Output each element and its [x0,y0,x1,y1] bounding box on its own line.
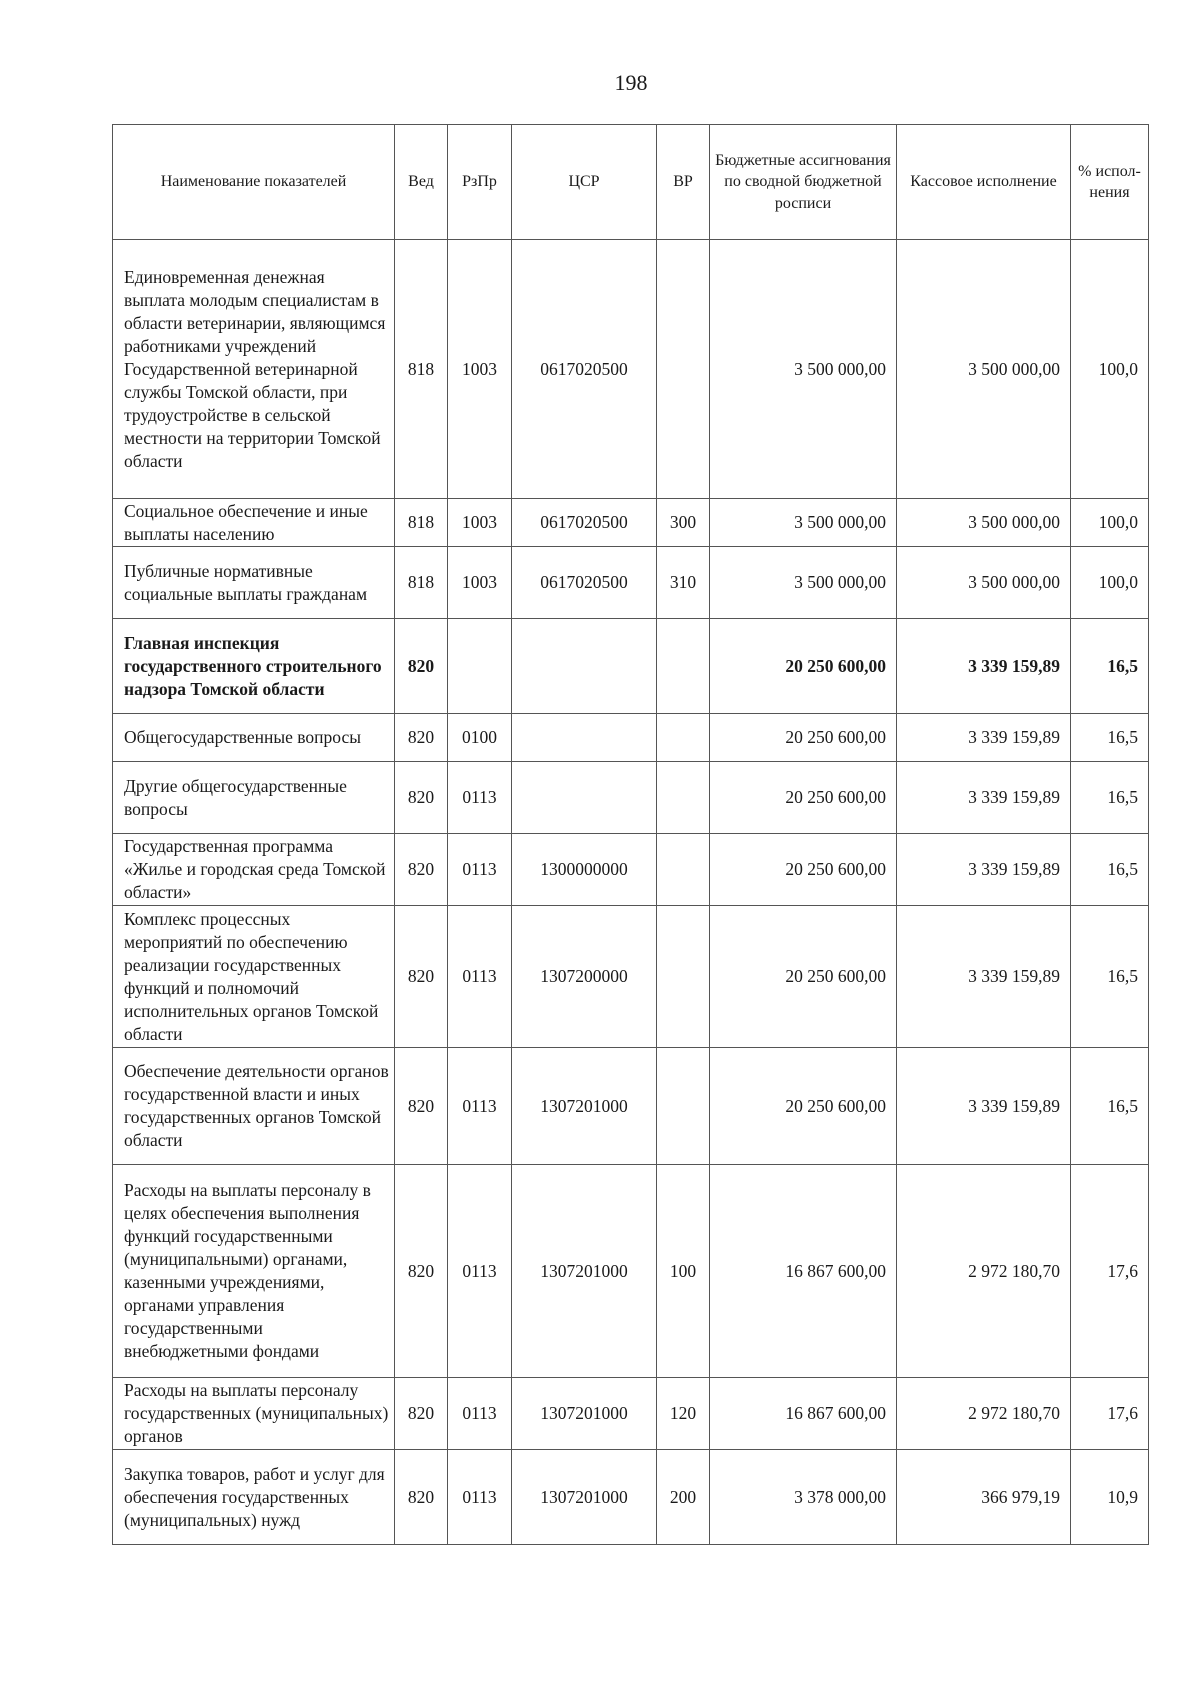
row-ved: 820 [395,619,448,714]
row-percent: 100,0 [1071,240,1149,499]
row-budget: 3 378 000,00 [710,1450,897,1545]
row-percent: 16,5 [1071,1048,1149,1165]
table-row [113,1378,1149,1450]
table-row [113,1450,1149,1545]
row-cash: 3 500 000,00 [897,499,1071,547]
table-row [113,714,1149,762]
table-row [113,1048,1149,1165]
row-budget: 20 250 600,00 [710,762,897,834]
row-cash: 3 339 159,89 [897,762,1071,834]
row-name: Расходы на выплаты персоналу в целях обеспечения выполнения функций государственными (муниципальными) органами, казенными учреждениями, органами управления государственными внебюджетными фондами [113,1165,395,1378]
header-percent: % испол-нения [1071,125,1149,240]
row-ved: 820 [395,1450,448,1545]
row-name: Расходы на выплаты персоналу государственных (муниципальных) органов [113,1378,395,1450]
row-cash: 366 979,19 [897,1450,1071,1545]
table-row [113,1165,1149,1378]
row-name: Закупка товаров, работ и услуг для обеспечения государственных (муниципальных) нужд [113,1450,395,1545]
row-cash: 3 339 159,89 [897,714,1071,762]
row-ved: 820 [395,906,448,1048]
table-row [113,499,1149,547]
row-vr [657,834,710,906]
row-csr: 0617020500 [512,547,657,619]
row-percent: 16,5 [1071,714,1149,762]
row-cash: 3 339 159,89 [897,619,1071,714]
row-vr [657,714,710,762]
row-vr: 120 [657,1378,710,1450]
row-ved: 818 [395,547,448,619]
row-csr: 1307201000 [512,1048,657,1165]
row-vr [657,619,710,714]
row-name: Государственная программа «Жилье и городская среда Томской области» [113,834,395,906]
row-csr: 1300000000 [512,834,657,906]
row-csr [512,762,657,834]
header-ved: Вед [395,125,448,240]
row-vr [657,240,710,499]
row-csr: 1307201000 [512,1450,657,1545]
header-rzpr: РзПр [448,125,512,240]
row-budget: 3 500 000,00 [710,240,897,499]
row-csr: 1307200000 [512,906,657,1048]
row-cash: 2 972 180,70 [897,1165,1071,1378]
row-name: Другие общегосударственные вопросы [113,762,395,834]
row-ved: 820 [395,1048,448,1165]
header-csr: ЦСР [512,125,657,240]
row-rzpr: 0113 [448,762,512,834]
table-header-row [113,125,1149,240]
row-budget: 20 250 600,00 [710,619,897,714]
row-name: Единовременная денежная выплата молодым специалистам в области ветеринарии, являющимся работниками учреждений Государственной ветеринарной службы Томской области, при трудоустройстве в сельской местности на территории Томской области [113,240,395,499]
page-number: 198 [614,70,648,95]
row-ved: 820 [395,834,448,906]
table-row [113,547,1149,619]
row-vr [657,906,710,1048]
row-rzpr: 0113 [448,1450,512,1545]
row-rzpr: 0113 [448,906,512,1048]
row-ved: 820 [395,762,448,834]
row-rzpr: 0113 [448,1048,512,1165]
row-percent: 100,0 [1071,547,1149,619]
row-name: Главная инспекция государственного строительного надзора Томской области [113,619,395,714]
table-row [113,906,1149,1048]
table-row [113,619,1149,714]
row-ved: 820 [395,1165,448,1378]
row-rzpr: 0113 [448,1165,512,1378]
row-cash: 3 339 159,89 [897,906,1071,1048]
row-rzpr: 0100 [448,714,512,762]
row-name: Обеспечение деятельности органов государственной власти и иных государственных органов Томской области [113,1048,395,1165]
row-name: Комплекс процессных мероприятий по обеспечению реализации государственных функций и полномочий исполнительных органов Томской области [113,906,395,1048]
row-cash: 3 500 000,00 [897,240,1071,499]
row-budget: 3 500 000,00 [710,499,897,547]
row-vr [657,762,710,834]
row-budget: 16 867 600,00 [710,1165,897,1378]
row-rzpr: 0113 [448,834,512,906]
header-budget: Бюджетные ассигнования по сводной бюджетной росписи [710,125,897,240]
row-ved: 820 [395,1378,448,1450]
budget-table [112,124,1149,1545]
row-budget: 20 250 600,00 [710,906,897,1048]
table-row [113,762,1149,834]
row-rzpr [448,619,512,714]
row-csr [512,714,657,762]
row-vr: 310 [657,547,710,619]
row-name: Публичные нормативные социальные выплаты гражданам [113,547,395,619]
row-cash: 2 972 180,70 [897,1378,1071,1450]
row-name: Общегосударственные вопросы [113,714,395,762]
row-ved: 818 [395,499,448,547]
row-ved: 820 [395,714,448,762]
table-row [113,240,1149,499]
row-cash: 3 339 159,89 [897,1048,1071,1165]
row-cash: 3 500 000,00 [897,547,1071,619]
row-rzpr: 1003 [448,499,512,547]
row-percent: 16,5 [1071,762,1149,834]
row-percent: 16,5 [1071,906,1149,1048]
row-rzpr: 1003 [448,547,512,619]
row-percent: 100,0 [1071,499,1149,547]
row-vr: 300 [657,499,710,547]
header-vr: ВР [657,125,710,240]
row-percent: 17,6 [1071,1378,1149,1450]
row-budget: 20 250 600,00 [710,714,897,762]
row-csr: 0617020500 [512,499,657,547]
row-percent: 16,5 [1071,619,1149,714]
row-percent: 16,5 [1071,834,1149,906]
row-budget: 16 867 600,00 [710,1378,897,1450]
row-percent: 10,9 [1071,1450,1149,1545]
row-csr [512,619,657,714]
row-budget: 20 250 600,00 [710,1048,897,1165]
row-vr [657,1048,710,1165]
row-cash: 3 339 159,89 [897,834,1071,906]
row-csr: 1307201000 [512,1378,657,1450]
row-rzpr: 1003 [448,240,512,499]
header-name: Наименование показателей [113,125,395,240]
header-cash: Кассовое исполнение [897,125,1071,240]
row-rzpr: 0113 [448,1378,512,1450]
row-vr: 100 [657,1165,710,1378]
row-name: Социальное обеспечение и иные выплаты населению [113,499,395,547]
table-row [113,834,1149,906]
row-csr: 0617020500 [512,240,657,499]
row-vr: 200 [657,1450,710,1545]
row-csr: 1307201000 [512,1165,657,1378]
row-budget: 3 500 000,00 [710,547,897,619]
row-budget: 20 250 600,00 [710,834,897,906]
row-percent: 17,6 [1071,1165,1149,1378]
row-ved: 818 [395,240,448,499]
